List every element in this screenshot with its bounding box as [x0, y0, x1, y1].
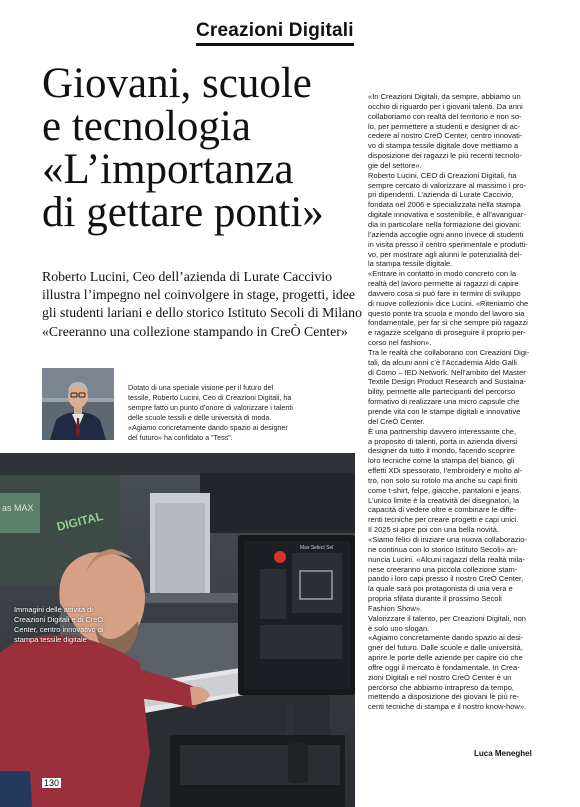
headline	[42, 62, 362, 234]
article-line: gie del settore».	[368, 160, 422, 170]
article-line: È una partnership davvero interessante che,	[368, 426, 517, 436]
article-line: questo ponte tra scuola e mondo del lavoro sia	[368, 308, 525, 318]
article-line: sempre cercato di valorizzare al massimo i pro-	[368, 180, 527, 190]
article-line: tali, da alcuni anni c’è l’Accademia Aldo Galli	[368, 357, 517, 367]
page-number: 130	[44, 778, 60, 788]
article-line: nuncia Lucini. «Alcuni ragazzi della realtà mila-	[368, 554, 525, 564]
article-line: la stampa tessile digitale.	[368, 259, 453, 269]
article-line: di Como – IED Network. Nell’ambito del Master	[368, 367, 526, 377]
article-line: percorso che abbiamo intrapreso da tempo,	[368, 682, 514, 692]
byline: Luca Meneghel	[474, 749, 532, 758]
caption-line: Immagini delle attività di	[14, 605, 93, 614]
article-line: renti tecniche per creare progetti e capi unici.	[368, 515, 519, 525]
photo-caption	[14, 605, 124, 645]
headline-line: e tecnologia	[42, 103, 251, 150]
article-line: propria sfilata durante il prossimo Secoli	[368, 594, 502, 604]
article-line: collaboriamo con realtà del territorio e non so-	[368, 111, 522, 121]
screen-top-text: Max Select Sel	[300, 545, 334, 551]
article-line: la quale sarà poi protagonista di una vera e	[368, 584, 513, 594]
caption-line: Creazioni Digitali e di CreÒ	[14, 615, 104, 624]
article-line: tro, non solo su rotolo ma anche su capi finiti	[368, 475, 518, 485]
article-line: prende vita con le stampe digitali e innovative	[368, 407, 521, 416]
caption-line: delle scuole tessili e delle università di moda.	[128, 412, 272, 422]
article-line: zioni Digitali e nel nostro CreÒ Center è un	[368, 672, 512, 682]
article-line: Roberto Lucini, CEO di Creazioni Digitali, ha	[368, 170, 517, 180]
article-line: e ragazze scelgano di proseguire il proprio per-	[368, 328, 526, 338]
article-line: designer da tutto il mondo, facendo scoprire	[368, 446, 515, 456]
caption-line: Center, centro innovativo di	[14, 625, 104, 634]
article-line: fondamentale, per far sì che sempre più ragazzi	[368, 318, 528, 328]
section-header: Creazioni Digitali	[196, 20, 354, 46]
article-body	[368, 92, 538, 712]
wall-green-text: DIGITAL	[55, 508, 105, 534]
article-line: «In Creazioni Digitali, da sempre, abbiamo un	[368, 92, 521, 101]
article-line: mettendo a disposizione dei giovani le più re-	[368, 692, 520, 702]
article-line: lo, per permettere a studenti e designer di ac-	[368, 121, 521, 131]
article-line: fondata nel 2006 e specializzata nella stampa	[368, 200, 521, 210]
article-line: Textile Design Product Research and Sustaina-	[368, 377, 527, 387]
deck-line: «Creeranno una collezione stampando in CreÒ Center»	[42, 323, 348, 339]
headline-line: Giovani, scuole	[42, 60, 312, 107]
article-line: «Siamo felici di iniziare una nuova collaborazio-	[368, 534, 527, 544]
article-line: capacità di vedere oltre e combinare le diffe-	[368, 505, 517, 515]
article-line: realtà del lavoro permette ai ragazzi di capire	[368, 279, 519, 289]
headline-line: «L’importanza	[42, 146, 294, 193]
article-line: offre oggi il mercato è fondamentale. In Crea-	[368, 662, 520, 672]
article-line: è solo uno slogan.	[368, 623, 430, 633]
article-line: cedere al nostro CreÒ Center, centro innovati-	[368, 131, 523, 141]
caption-line: «Agiamo concretamente dando spazio ai designer	[128, 422, 288, 432]
wall-sign-text: as MAX	[2, 503, 34, 513]
article-line: occhio di riguardo per i giovani talenti. Da anni	[368, 101, 523, 111]
article-line: centi tecniche di stampa e il nostro know-how».	[368, 702, 527, 712]
caption-line: sempre fatto un punto d’onore di valorizzare i talenti	[128, 402, 294, 412]
article-line: «Entrare in contatto in modo concreto con la	[368, 269, 517, 279]
article-line: digitale innovativa e sostenibile, è all’avanguar-	[368, 210, 526, 220]
article-line: gner del futuro. Dalle scuole e dalle università,	[368, 643, 523, 653]
article-line: pando i loro capi presso il nostro CreÒ Center,	[368, 574, 524, 584]
article-line: l’azienda accoglie ogni anno invece di studenti	[368, 229, 524, 239]
article-line: come t-shirt, felpe, giacche, pantaloni e jeans.	[368, 485, 522, 495]
article-line: «Agiamo concretamente dando spazio ai desi-	[368, 633, 524, 643]
caption-line: stampa tessile digitale	[14, 635, 87, 644]
article-line: loro tecniche come la stampa del bianco, gli	[368, 456, 515, 466]
headline-line: di gettare ponti»	[42, 189, 324, 236]
article-line: Valorizzare il talento, per Creazioni Digitali, non	[368, 613, 527, 623]
caption-line: del futuro» ha confidato a “Tess”.	[128, 432, 233, 442]
article-line: Il 2025 si apre poi con una bella novità.	[368, 525, 499, 535]
article-line: L’unico limite è la creatività dei disegnatori, la	[368, 495, 520, 505]
article-line: effetti XDi spessorato, l’embroidery e molto al-	[368, 466, 523, 476]
deck-line: illustra l’impegno nel coinvolgere in stage, progetti, idee	[42, 287, 356, 303]
portrait-photo	[42, 368, 114, 440]
article-line: vo, per mostrare agli alunni le potenzialità del-	[368, 249, 522, 259]
article-line: aprire le porte delle aziende per capire ciò che	[368, 653, 523, 663]
article-line: formativo di realizzare una micro capsule che	[368, 397, 520, 407]
article-line: corso nel fashion».	[368, 338, 432, 348]
article-line: a proposito di talenti, porta in azienda diversi	[368, 436, 518, 446]
article-line: in visita presso il centro sperimentale e produtti-	[368, 239, 528, 249]
article-line: davvero cosa si può fare in termini di sviluppo	[368, 288, 521, 298]
deck-line: Roberto Lucini, Ceo dell’azienda di Lurate Caccivio	[42, 269, 333, 284]
article-line: nese creeranno una piccola collezione stam-	[368, 564, 518, 574]
portrait-caption	[128, 383, 353, 442]
article-line: del CreÒ Center.	[368, 416, 425, 426]
deck-intro	[42, 268, 367, 341]
article-line: Tra le realtà che collaborano con Creazioni Digi-	[368, 347, 530, 357]
article-line: ne continua con lo storico Istituto Secoli» an-	[368, 544, 518, 554]
article-line: di nuove collezioni» dice Lucini. «Riteniamo che	[368, 298, 529, 308]
article-line: disposizione dei ragazzi le più recenti tecnolo-	[368, 151, 522, 161]
caption-line: tessile, Roberto Lucini, Ceo di Creazioni Digitali, ha	[128, 392, 292, 402]
article-line: vo di stampa tessile digitale dove mettiamo a	[368, 141, 519, 151]
article-line: dia in particolare nella formazione dei giovani:	[368, 219, 522, 229]
article-line: pri dipendenti. L’azienda di Lurate Caccivio,	[368, 190, 514, 200]
caption-line: Dotato di una speciale visione per il futuro del	[128, 383, 274, 392]
deck-line: gli studenti lariani e dello storico Istituto Secoli di Milano	[42, 305, 362, 321]
article-line: bility, permette alle partecipanti del percorso	[368, 387, 516, 397]
article-line: Fashion Show».	[368, 603, 423, 613]
